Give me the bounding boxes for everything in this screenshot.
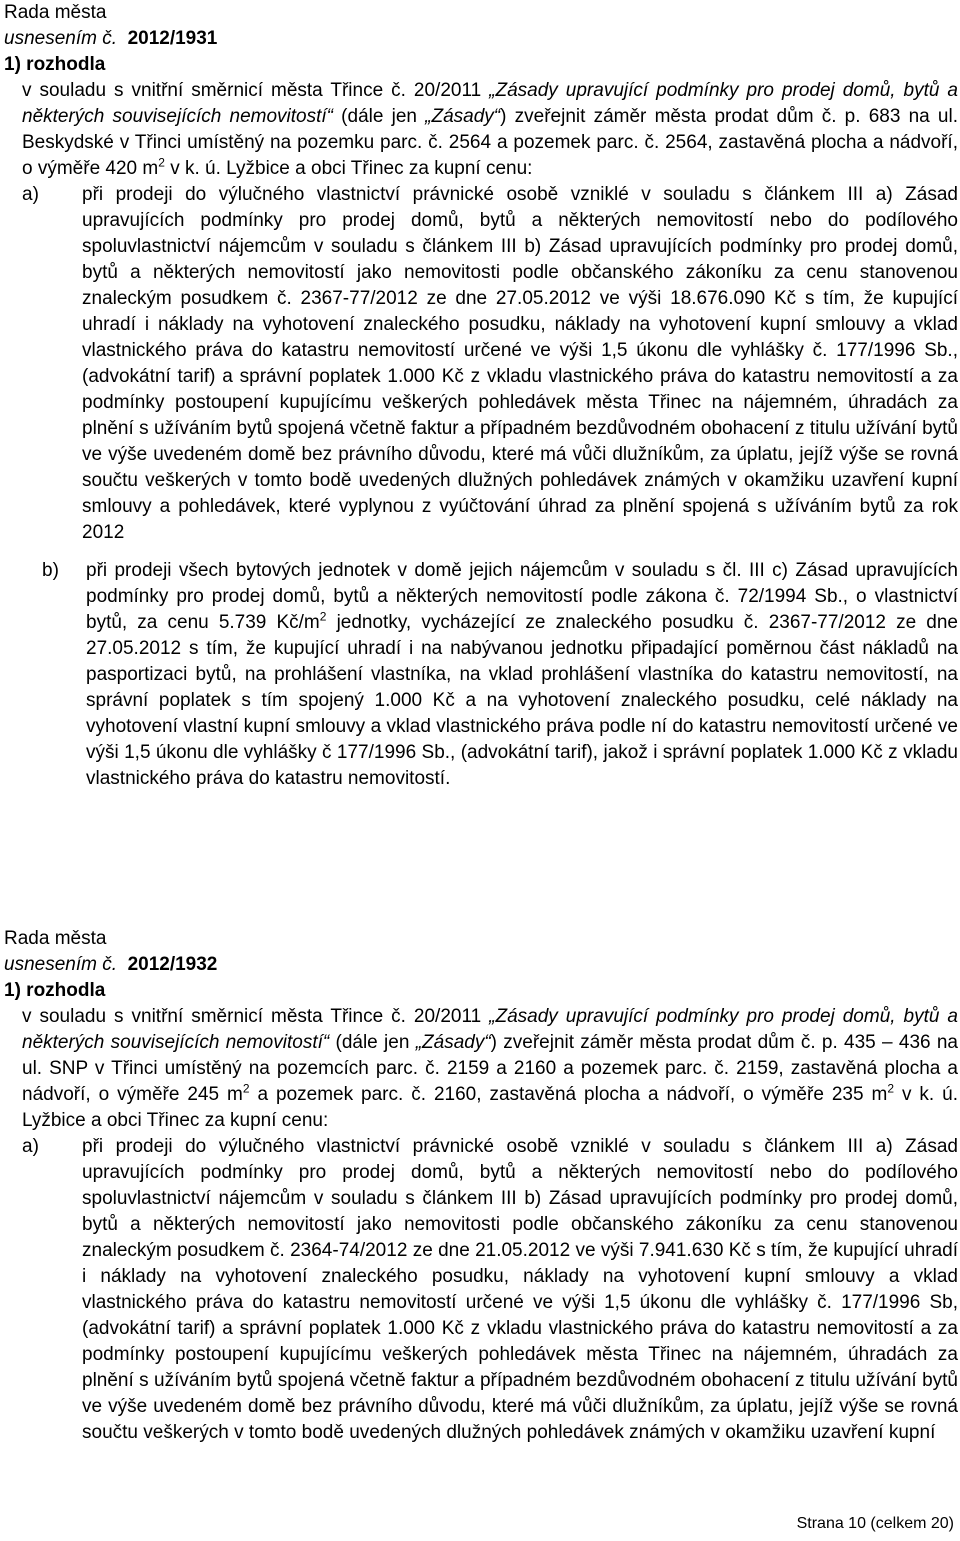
- list-item-text: [86, 558, 958, 792]
- intro-paragraph: [22, 78, 958, 182]
- intro-italic-short: „Zásady“: [415, 1032, 491, 1053]
- intro-italic-title: „Zásady upravující podmínky pro prodej domů, bytů a některých souvisejících nemovitostí“: [22, 1006, 958, 1053]
- intro-text: (dále jen: [329, 1032, 416, 1053]
- intro-text: ) zveřejnit záměr města prodat dům č. p. 683 na ul. Beskydské v Třinci umístěný na pozemku parc. č. 2564 a pozemek parc. č. 2564, zastavěná plocha a nádvoří, o výměře 420 m: [22, 106, 958, 179]
- superscript: 2: [158, 155, 165, 170]
- resolution-block-2012-1932: [4, 926, 958, 1446]
- intro-text: v souladu s vnitřní směrnicí města Třince č. 20/2011: [22, 1006, 490, 1027]
- council-heading: Rada města: [4, 2, 107, 23]
- decision-heading: 1) rozhodla: [4, 980, 106, 1001]
- list-marker: b): [42, 560, 59, 581]
- intro-italic-title: „Zásady upravující podmínky pro prodej domů, bytů a některých souvisejících nemovitostí“: [22, 80, 958, 127]
- list-item-b: [42, 558, 958, 792]
- list-item-text: při prodeji do výlučného vlastnictví právnické osobě vzniklé v souladu s článkem III a) Zásad upravujících podmínky pro prodej domů, bytů a některých nemovitostí nebo do podílového spoluvlastnictví nájemcům v souladu s článkem III b) Zásad upravujících podmínky pro prodej domů, bytů a některých nemovitostí jako nemovitosti podle občanského zákoníku za cenu stanovenou znaleckým posudkem č. 2364-74/2012 ze dne 21.05.2012 ve výši 7.941.630 Kč s tím, že kupující uhradí i náklady na vyhotovení znaleckého posudku, náklady na vyhotovení kupní smlouvy a vklad vlastnického práva do katastru nemovitostí určené ve výši 1,5 úkonu dle vyhlášky č. 177/1996 Sb, (advokátní tarif) a správní poplatek 1.000 Kč z vkladu vlastnického práva do katastru nemovitostí a za podmínky postoupení kupujícímu veškerých pohledávek města Třinec na nájemném, úhradách za plnění s užíváním bytů spojená včetně faktur a případném bezdůvodném obohacení z titulu užívání bytů ve výše uvedeném domě bez právního důvodu, které má vůči dlužníkům, za úplatu, jejíž výše se rovná součtu veškerých v tomto bodě uvedených dlužných pohledávek známých v okamžiku uzavření kupní: [82, 1136, 958, 1443]
- list-item-a: [22, 182, 958, 546]
- resolution-number-line: [4, 26, 958, 52]
- intro-text: v k. ú. Lyžbice a obci Třinec za kupní cenu:: [164, 158, 533, 179]
- superscript: 2: [319, 609, 327, 624]
- list-marker: a): [22, 184, 39, 205]
- resolution-block-2012-1931: [4, 0, 958, 792]
- list-marker: a): [22, 1136, 39, 1157]
- list-item-a: [22, 1134, 958, 1446]
- decision-heading: 1) rozhodla: [4, 54, 106, 75]
- superscript: 2: [887, 1081, 895, 1096]
- resolution-number-line: [4, 952, 958, 978]
- intro-text: ) zveřejnit záměr města prodat dům č. p. 435 – 436 na ul. SNP v Třinci umístěný na pozemcích parc. č. 2159 a 2160 a pozemek parc. č. 2159, zastavěná plocha a nádvoří, o výměře 245 m: [22, 1032, 958, 1105]
- list-item-text-part: jednotky, vycházející ze znaleckého posudku č. 2367-77/2012 ze dne 27.05.2012 s tím, že kupující uhradí i na nabývanou jednotku připadající poměrnou část nákladů na pasportizaci bytů, na prohlášení vlastníka, na vklad prohlášení vlastníka do katastru nemovitostí, na správní poplatek s tím spojený 1.000 Kč a na vyhotovení znaleckého posudku, celé náklady na vyhotovení vlastní kupní smlouvy a vklad vlastnického práva podle ní do katastru nemovitostí určené ve výši 1,5 úkonu dle vyhlášky č 177/1996 Sb., (advokátní tarif), jakož i správní poplatek 1.000 Kč z vkladu vlastnického práva do katastru nemovitostí.: [86, 612, 958, 789]
- resolution-label: usnesením č.: [4, 28, 117, 49]
- resolution-label: usnesením č.: [4, 954, 117, 975]
- intro-text: (dále jen: [333, 106, 426, 127]
- intro-text: v k. ú. Lyžbice a obci Třinec za kupní cenu:: [22, 1084, 958, 1131]
- intro-text: v souladu s vnitřní směrnicí města Třince č. 20/2011: [22, 80, 490, 101]
- intro-text: a pozemek parc. č. 2160, zastavěná plocha a nádvoří, o výměře 235 m: [249, 1084, 888, 1105]
- list-item-text-part: při prodeji všech bytových jednotek v domě jejich nájemcům v souladu s čl. III c) Zásad upravujících podmínky pro prodej domů, bytů a některých nemovitostí podle zákona č. 72/1994 Sb., o vlastnictví bytů, za cenu 5.739 Kč/m: [86, 560, 958, 633]
- council-heading: Rada města: [4, 928, 107, 949]
- intro-paragraph: [22, 1004, 958, 1134]
- superscript: 2: [242, 1081, 250, 1096]
- page-footer: Strana 10 (celkem 20): [796, 1515, 954, 1532]
- list-item-text: při prodeji do výlučného vlastnictví právnické osobě vzniklé v souladu s článkem III a) Zásad upravujících podmínky pro prodej domů, bytů a některých nemovitostí nebo do podílového spoluvlastnictví nájemcům v souladu s článkem III b) Zásad upravujících podmínky pro prodej domů, bytů a některých nemovitostí jako nemovitosti podle občanského zákoníku za cenu stanovenou znaleckým posudkem č. 2367-77/2012 ze dne 27.05.2012 ve výši 18.676.090 Kč s tím, že kupující uhradí i náklady na vyhotovení znaleckého posudku, náklady na vyhotovení kupní smlouvy a vklad vlastnického práva do katastru nemovitostí určené ve výši 1,5 úkonu dle vyhlášky č. 177/1996 Sb., (advokátní tarif) a správní poplatek 1.000 Kč z vkladu vlastnického práva do katastru nemovitostí a za podmínky postoupení kupujícímu veškerých pohledávek města Třinec na nájemném, úhradách za plnění s užíváním bytů spojená včetně faktur a případném bezdůvodném obohacení z titulu užívání bytů ve výše uvedeném domě bez právního důvodu, které má vůči dlužníkům, za úplatu, jejíž výše se rovná součtu veškerých v tomto bodě uvedených dlužných pohledávek známých v okamžiku uzavření kupní smlouvy a pohledávek, které vyplynou z vyúčtování úhrad za plnění spojená s užíváním bytů za rok 2012: [82, 184, 958, 543]
- intro-italic-short: „Zásady“: [425, 106, 501, 127]
- resolution-number: 2012/1932: [127, 954, 218, 975]
- resolution-number: 2012/1931: [127, 28, 218, 49]
